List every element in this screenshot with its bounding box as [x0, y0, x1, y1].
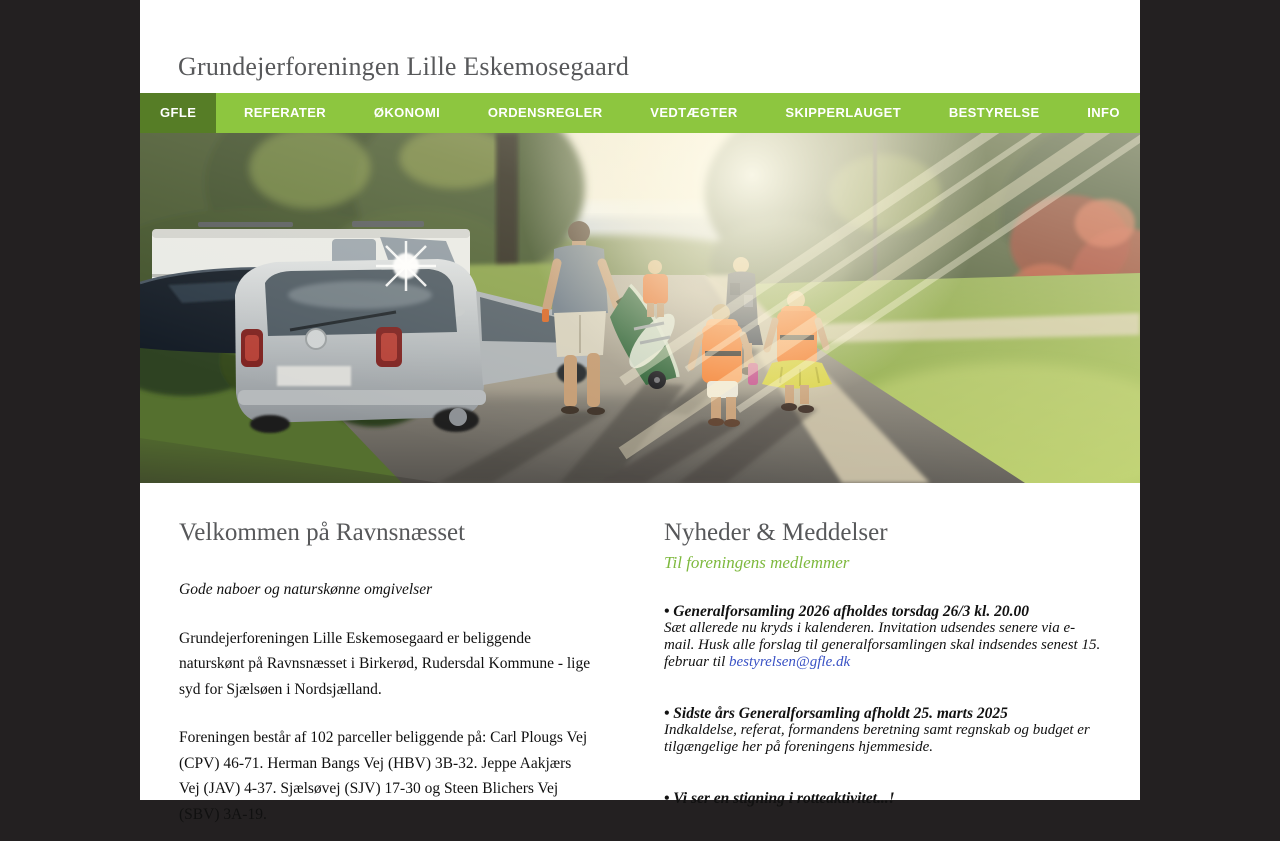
main-nav [140, 93, 1140, 133]
news-list [664, 603, 1101, 807]
news-subtitle: Til foreningens medlemmer [664, 553, 850, 572]
nav-item-info[interactable]: INFO [1087, 105, 1120, 120]
news-item [664, 603, 1101, 671]
nav-item-okonomi[interactable]: ØKONOMI [373, 105, 441, 120]
hero-photo-illustration [140, 133, 1140, 483]
news-item [664, 790, 1101, 807]
news-item-body [664, 620, 1101, 671]
main-content [140, 483, 1140, 841]
site-header [140, 0, 1140, 93]
email-link[interactable]: bestyrelsen@gfle.dk [729, 654, 851, 670]
nav-item-vedtaegter[interactable]: VEDTÆGTER [650, 105, 738, 120]
nav-item-skipperlauget[interactable]: SKIPPERLAUGET [785, 105, 902, 120]
news-item [664, 705, 1101, 756]
welcome-section [179, 519, 591, 841]
news-item-body: Indkaldelse, referat, formandens beretning samt regnskab og budget er tilgængelige her på foreningens hjemmeside. [664, 722, 1090, 755]
site-container [140, 0, 1140, 823]
news-section [664, 519, 1101, 841]
nav-item-referater[interactable]: REFERATER [244, 105, 327, 120]
news-item-text: Sæt allerede nu kryds i kalenderen. Invitation udsendes senere via e-mail. Husk alle forslag til generalforsamlingen skal indsendes senest 15. februar til [664, 620, 1101, 670]
news-title: Nyheder & Meddelser [664, 519, 888, 546]
welcome-title: Velkommen på Ravnsnæsset [179, 519, 466, 546]
news-item-headline: • Sidste års Generalforsamling afholdt 25. marts 2025 [664, 705, 1008, 722]
nav-item-bestyrelse[interactable]: BESTYRELSE [948, 105, 1040, 120]
nav-item-ordensregler[interactable]: ORDENSREGLER [487, 105, 603, 120]
hero-photo [140, 133, 1140, 483]
welcome-paragraph-2: Foreningen består af 102 parceller beliggende på: Carl Plougs Vej (CPV) 46-71. Herman Bangs Vej (HBV) 3B-32. Jeppe Aakjærs Vej (JAV) 4-37. Sjælsøvej (SJV) 17-30 og Steen Blichers Vej (SBV) 3A-19. [179, 729, 588, 823]
site-title: Grundejerforeningen Lille Eskemosegaard [178, 52, 630, 81]
welcome-subtitle: Gode naboer og naturskønne omgivelser [179, 581, 433, 598]
news-item-headline: • Vi ser en stigning i rotteaktivitet...! [664, 790, 895, 807]
news-item-headline: • Generalforsamling 2026 afholdes torsdag 26/3 kl. 20.00 [664, 603, 1029, 620]
nav-item-gfle[interactable]: GFLE [140, 93, 216, 133]
welcome-paragraph-1: Grundejerforeningen Lille Eskemosegaard er beliggende naturskønt på Ravnsnæsset i Birkerød, Rudersdal Kommune - lige syd for Sjælsøen i Nordsjælland. [179, 629, 591, 698]
